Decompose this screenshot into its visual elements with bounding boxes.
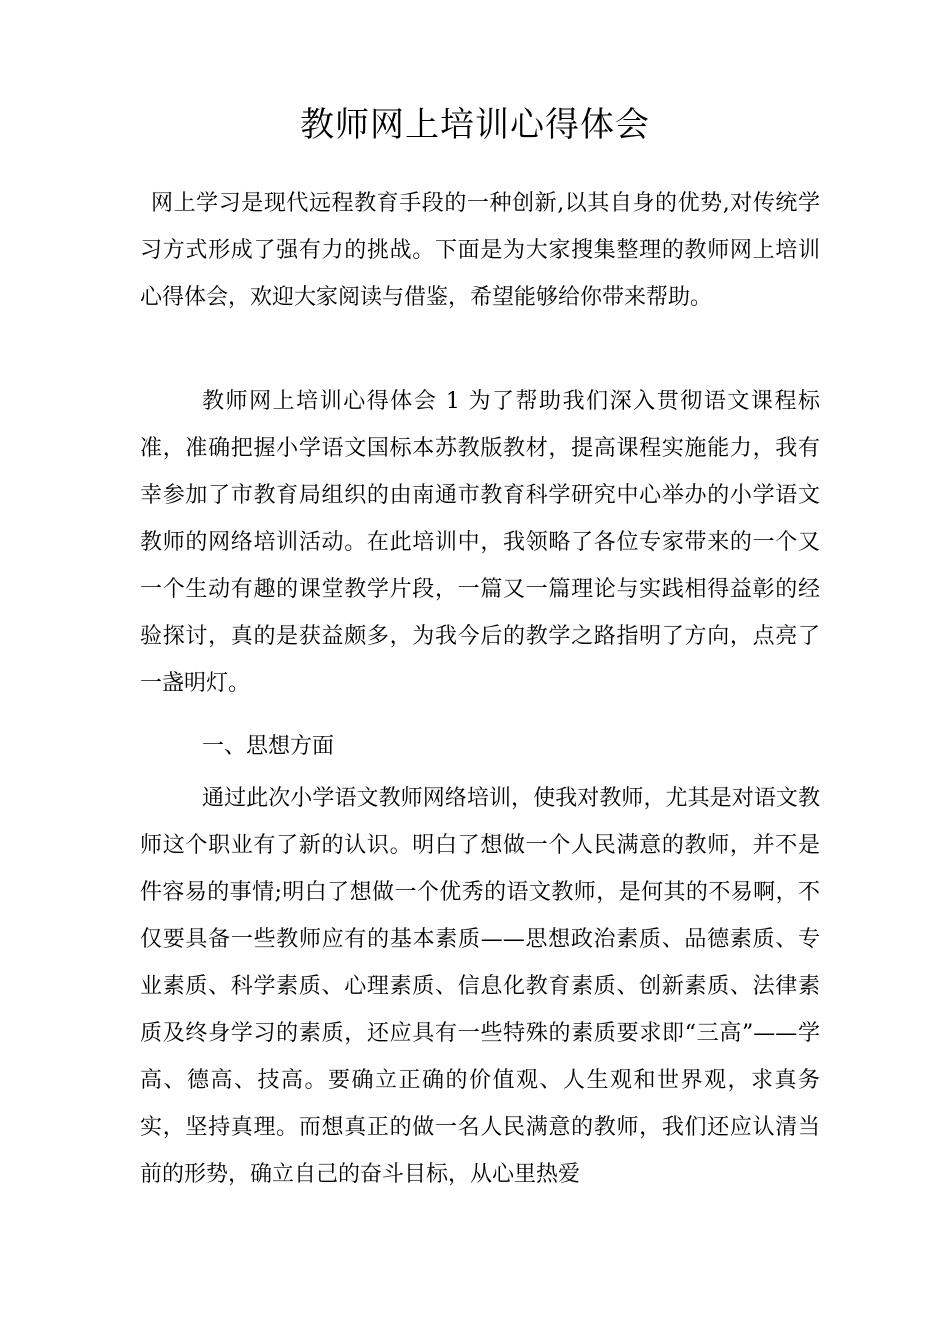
- section-heading-thought: 一、思想方面: [202, 734, 335, 759]
- paragraph-1: 教师网上培训心得体会 1 为了帮助我们深入贯彻语文课程标准，准确把握小学语文国标本苏教版教材，提高课程实施能力，我有幸参加了市教育局组织的由南通市教育科学研究中心举办的小学语文教师的网络培训活动。在此培训中，我领略了各位专家带来的一个又一个生动有趣的课堂教学片段，一篇又一篇理论与实践相得益彰的经验探讨，真的是获益颇多，为我今后的教学之路指明了方向，点亮了一盏明灯。: [140, 389, 820, 696]
- paragraph-2: 通过此次小学语文教师网络培训，使我对教师，尤其是对语文教师这个职业有了新的认识。明白了想做一个人民满意的教师，并不是件容易的事情;明白了想做一个优秀的语文教师，是何其的不易啊，不仅要具备一些教师应有的基本素质——思想政治素质、品德素质、专业素质、科学素质、心理素质、信息化教育素质、创新素质、法律素质及终身学习的素质，还应具有一些特殊的素质要求即“三高”——学高、德高、技高。要确立正确的价值观、人生观和世界观，求真务实，坚持真理。而想真正的做一名人民满意的教师，我们还应认清当前的形势，确立自己的奋斗目标，从心里热爱: [140, 786, 820, 1187]
- document-title: 教师网上培训心得体会: [300, 105, 650, 145]
- intro-paragraph: 网上学习是现代远程教育手段的一种创新,以其自身的优势,对传统学习方式形成了强有力的挑战。下面是为大家搜集整理的教师网上培训心得体会，欢迎大家阅读与借鉴，希望能够给你带来帮助。: [140, 191, 820, 310]
